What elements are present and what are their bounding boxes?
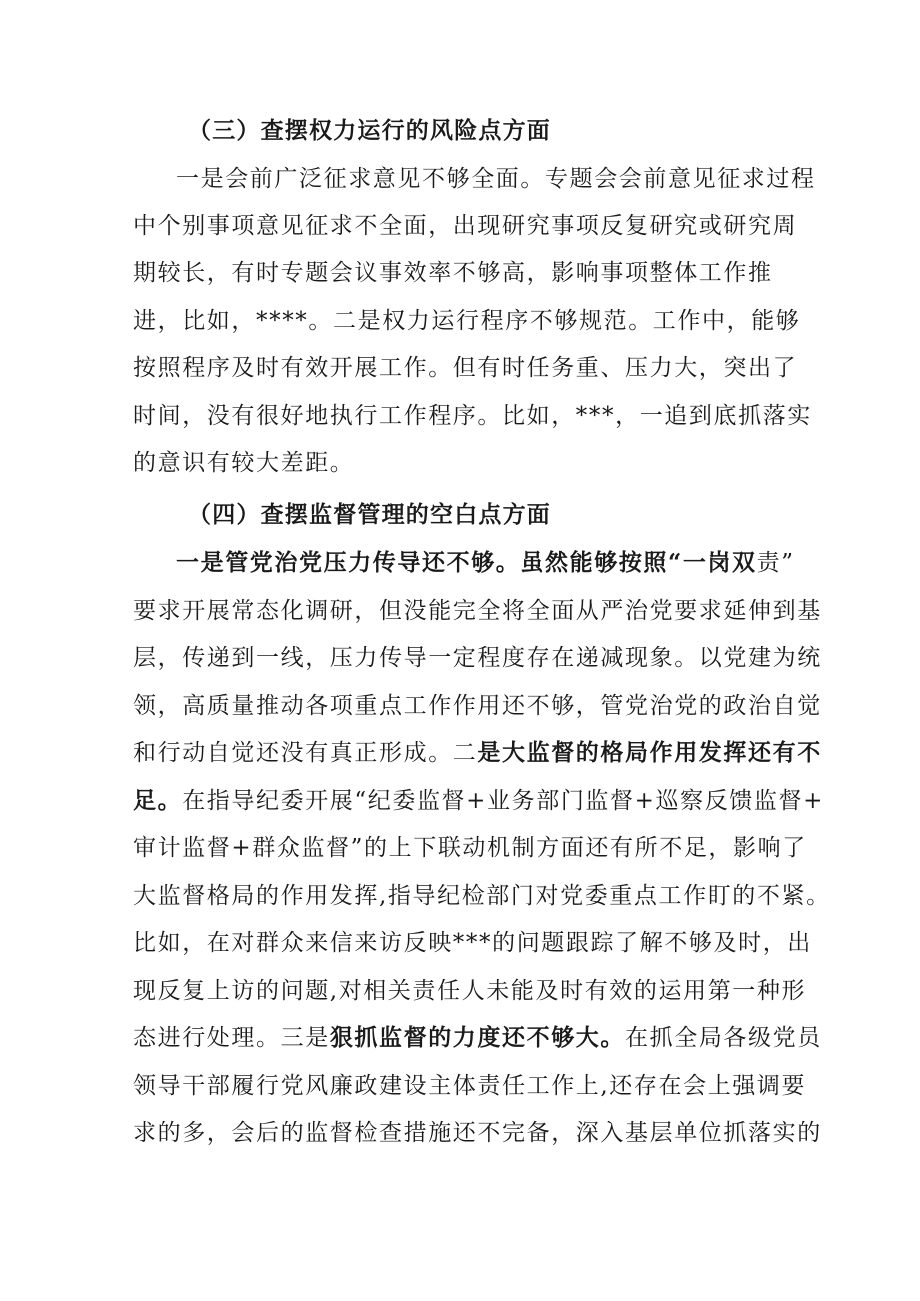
paragraph-line: 现反复上访的问题,对相关责任人未能及时有效的运用第一种形	[133, 978, 807, 1004]
paragraph-line: 比如，在对群众来信来访反映***的问题跟踪了解不够及时，出	[133, 930, 812, 956]
paragraph-line: 按照程序及时有效开展工作。但有时任务重、压力大，突出了	[133, 355, 798, 381]
paragraph-line	[133, 786, 824, 816]
paragraph-line: 领导干部履行党风廉政建设主体责任工作上,还存在会上强调要	[133, 1073, 807, 1099]
section-4-heading: （四）查摆监督管理的空白点方面	[188, 501, 551, 528]
paragraph-line: 中个别事项意见征求不全面，出现研究事项反复研究或研究周	[133, 213, 798, 239]
paragraph-line: 的意识有较大差距。	[133, 450, 355, 476]
paragraph-line	[133, 738, 822, 768]
text-run: 在抓全局各级党员	[625, 1025, 822, 1051]
paragraph-line: 进，比如，****。二是权力运行程序不够规范。工作中，能够	[133, 308, 801, 334]
paragraph-line: 要求开展常态化调研，但没能完全将全面从严治党要求延伸到基	[133, 598, 822, 624]
paragraph-line	[133, 1023, 822, 1053]
bold-phrase: 狠抓监督的力度还不够大。	[329, 1024, 626, 1051]
text-run: 态进行处理。三是	[133, 1025, 330, 1051]
paragraph-line: 时间，没有很好地执行工作程序。比如，***，一追到底抓落实	[133, 403, 812, 429]
paragraph-line	[176, 548, 795, 578]
paragraph-line: 层，传递到一线，压力传导一定程度存在递减现象。以党建为统	[133, 645, 822, 671]
bold-phrase: 足。	[133, 787, 183, 814]
bold-phrase: 是大监督的格局作用发挥还有不	[477, 739, 822, 766]
paragraph-line: 期较长，有时专题会议事效率不够高，影响事项整体工作推	[133, 260, 773, 286]
paragraph-line: 一是会前广泛征求意见不够全面。专题会会前意见征求过程	[176, 166, 816, 192]
text-run: 责”	[756, 550, 795, 576]
bold-phrase: 一是管党治党压力传导还不够。虽然能够按照“一岗双	[176, 549, 757, 576]
section-3-heading: （三）查摆权力运行的风险点方面	[188, 117, 551, 144]
paragraph-line: 求的多，会后的监督检查措施还不完备，深入基层单位抓落实的	[133, 1120, 822, 1146]
paragraph-line: 审计监督+群众监督”的上下联动机制方面还有所不足，影响了	[133, 835, 807, 861]
text-run: 和行动自觉还没有真正形成。二	[133, 740, 478, 766]
paragraph-line: 大监督格局的作用发挥,指导纪检部门对党委重点工作盯的不紧。	[133, 883, 831, 909]
text-run: 在指导纪委开展“纪委监督+业务部门监督+巡察反馈监督+	[182, 788, 824, 814]
paragraph-line: 领，高质量推动各项重点工作作用还不够，管党治党的政治自觉	[133, 693, 822, 719]
